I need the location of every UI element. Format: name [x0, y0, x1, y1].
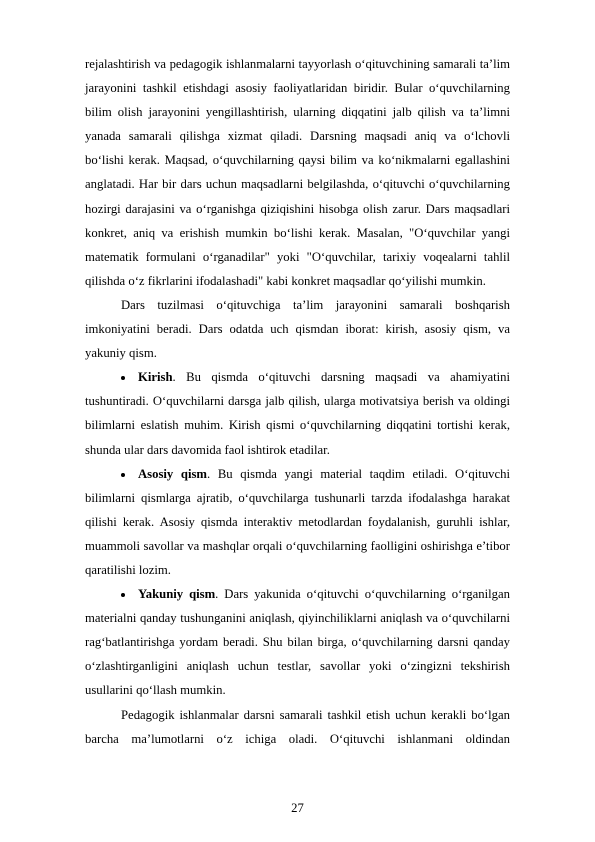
text-line: bo‘lishi kerak. Maqsad, o‘quvchilarning qaysi bilim va ko‘nikmalarni egallashini	[85, 153, 510, 168]
list-item-introduction	[85, 365, 510, 461]
text-line: konkret, aniq va erishish mumkin bo‘lishi kerak. Masalan, "O‘quvchilar yangi	[85, 225, 510, 240]
list-item-main-part	[85, 462, 510, 582]
text-line: qaratilishi lozim.	[85, 562, 171, 577]
paragraph-pedagogical-materials	[85, 703, 510, 751]
text-line: Dars tuzilmasi o‘qituvchiga ta’lim jarayonini samarali boshqarish	[121, 297, 510, 312]
text-line: bilim olish jarayonini yengillashtirish, ularning diqqatini jalb qilish va ta’limni	[85, 105, 510, 120]
bullet-icon	[120, 582, 138, 606]
document-page	[85, 52, 510, 751]
text-line: bilimlarni eslatish muhim. Kirish qismi o‘quvchilarning diqqatini tortishi kerak,	[85, 418, 510, 433]
list-item-first-line	[85, 582, 510, 606]
text-line: tushuntiradi. O‘quvchilarni darsga jalb qilish, ularga motivatsiya berish va oldingi	[85, 394, 510, 409]
text-line: o‘zlashtirganligini aniqlash uchun testlar, savollar yoki o‘zingizni tekshirish	[85, 659, 510, 674]
text-line: Pedagogik ishlanmalar darsni samarali tashkil etish uchun kerakli bo‘lgan	[121, 707, 510, 722]
list-item-term: Asosiy qism	[138, 466, 207, 481]
list-item-text: . Bu qismda yangi material taqdim etiladi. O‘qituvchi	[207, 466, 511, 481]
list-item-final-part	[85, 582, 510, 702]
paragraph-planning	[85, 52, 510, 293]
text-line: barcha ma’lumotlarni o‘z ichiga oladi. O‘qituvchi ishlanmani oldindan	[85, 731, 510, 746]
text-line: yakuniy qism.	[85, 346, 157, 361]
list-item-first-line	[85, 462, 510, 486]
text-line: usullarini qo‘llash mumkin.	[85, 683, 226, 698]
text-line: shunda ular dars davomida faol ishtirok etadilar.	[85, 442, 330, 457]
list-item-text: . Dars yakunida o‘qituvchi o‘quvchilarning o‘rganilgan	[215, 587, 510, 602]
list-item-term: Yakuniy qism	[138, 587, 216, 602]
bullet-icon	[120, 365, 138, 389]
text-line: yanada samarali qilishga xizmat qiladi. Darsning maqsadi aniq va o‘lchovli	[85, 129, 510, 144]
page-number: 27	[291, 801, 304, 815]
text-line: muammoli savollar va mashqlar orqali o‘quvchilarning faolligini oshirishga e’tibor	[85, 538, 510, 553]
text-line: rag‘batlantirishga yordam beradi. Shu bilan birga, o‘quvchilarning darsni qanday	[85, 635, 510, 650]
text-line: jarayonini tashkil etishdagi asosiy faoliyatlaridan biridir. Bular o‘quvchilarning	[85, 81, 510, 96]
text-line: anglatadi. Har bir dars uchun maqsadlarni belgilashda, o‘qituvchi o‘quvchilarning	[85, 177, 510, 192]
bullet-icon	[120, 462, 138, 486]
list-item-term: Kirish	[138, 370, 173, 385]
text-line: imkoniyatini beradi. Dars odatda uch qismdan iborat: kirish, asosiy qism, va	[85, 322, 510, 337]
paragraph-lesson-structure	[85, 293, 510, 365]
text-line: bilimlarni qismlarga ajratib, o‘quvchilarga tushunarli tarzda ifodalashga harakat	[85, 490, 510, 505]
list-item-first-line	[85, 365, 510, 389]
text-line: rejalashtirish va pedagogik ishlanmalarni tayyorlash o‘qituvchining samarali ta’lim	[85, 57, 510, 71]
text-line: qilishi kerak. Asosiy qismda interaktiv metodlardan foydalanish, guruhli ishlar,	[85, 514, 510, 529]
text-line: materialni qanday tushunganini aniqlash, qiyinchiliklarni aniqlash va o‘quvchilarni	[85, 611, 510, 626]
text-line: hozirgi darajasini va o‘rganishga qiziqishini hisobga olish zarur. Dars maqsadlari	[85, 201, 510, 216]
text-line: matematik formulani o‘rganadilar" yoki "O‘quvchilar, tarixiy voqealarni tahlil	[85, 249, 510, 264]
text-line: qilishda o‘z fikrlarini ifodalashadi" kabi konkret maqsadlar qo‘yilishi mumkin.	[85, 273, 486, 288]
list-item-text: . Bu qismda o‘qituvchi darsning maqsadi va ahamiyatini	[172, 370, 510, 385]
